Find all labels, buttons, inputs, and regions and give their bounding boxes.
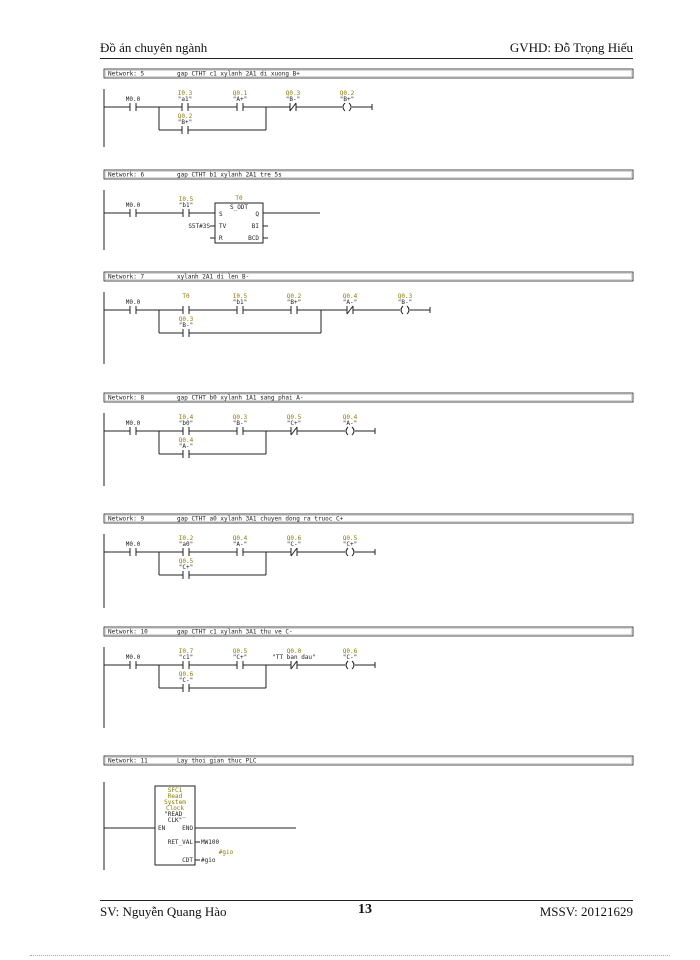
- operand-symbol: "B-": [285, 96, 301, 103]
- network-label: Network: 8: [108, 394, 145, 402]
- operand-address: Q0.3: [285, 90, 301, 97]
- operand-address: Q0.5: [178, 558, 194, 565]
- operand-address: Q0.2: [286, 293, 302, 300]
- operand-symbol: "a1": [177, 96, 193, 103]
- timer-pin-r: R: [219, 235, 223, 242]
- coil-left-arc: [346, 548, 348, 556]
- network-9: [104, 514, 633, 608]
- sfc-title-line: Read: [167, 793, 183, 800]
- sfc-cdt-operand: #gio: [201, 857, 216, 864]
- operand-address: M0.0: [125, 541, 141, 548]
- footer-student-id: MSSV: 20121629: [539, 904, 633, 919]
- contact-nc-slash: [347, 306, 353, 314]
- network-comment: gap CTHT b0 xylanh 1A1 sang phai A-: [177, 394, 304, 402]
- network-5: [104, 69, 633, 147]
- operand-address: Q0.4: [178, 437, 194, 444]
- network-label: Network: 6: [108, 171, 145, 179]
- page-footer: [100, 904, 633, 924]
- operand-address: Q0.5: [342, 535, 358, 542]
- coil-left-arc: [346, 661, 348, 669]
- operand-symbol: "C-": [178, 677, 194, 684]
- contact-nc-slash: [291, 661, 297, 669]
- network-comment: xylanh 2A1 di len B-: [177, 273, 250, 281]
- operand-symbol: "b1": [178, 202, 194, 209]
- network-comment: gap CTHT b1 xylanh 2A1 tre 5s: [177, 171, 282, 179]
- operand-symbol: "C+": [342, 541, 358, 548]
- operand-symbol: "C+": [178, 564, 194, 571]
- operand-address: Q0.2: [339, 90, 355, 97]
- operand-symbol: "c1": [178, 654, 194, 661]
- operand-symbol: "A-": [342, 420, 358, 427]
- operand-address: Q0.0: [286, 648, 302, 655]
- operand-address: Q0.6: [286, 535, 302, 542]
- network-label: Network: 9: [108, 515, 145, 523]
- sfc-title-line: System: [164, 799, 186, 806]
- network-label: Network: 7: [108, 273, 145, 281]
- operand-symbol: "B+": [339, 96, 355, 103]
- timer-pin-tv: TV: [219, 223, 227, 230]
- operand-address: M0.0: [125, 96, 141, 103]
- coil-left-arc: [346, 427, 348, 435]
- network-label: Network: 5: [108, 70, 145, 78]
- operand-symbol: "b0": [178, 420, 194, 427]
- header-right-text: GVHD: Đỗ Trọng Hiếu: [509, 40, 633, 55]
- operand-address: T0: [182, 293, 190, 300]
- operand-address: Q0.6: [342, 648, 358, 655]
- operand-symbol: "C+": [232, 654, 248, 661]
- network-comment: gap CTHT a0 xylanh 3A1 chuyen dong ra truoc C+: [177, 515, 344, 523]
- network-comment: gap CTHT c1 xylanh 3A1 thu ve C-: [177, 628, 293, 636]
- coil-right-arc: [352, 548, 354, 556]
- operand-symbol: "B+": [286, 299, 302, 306]
- footer-student: SV: Nguyễn Quang Hào: [100, 904, 227, 919]
- network-label: Network: 10: [108, 628, 148, 636]
- operand-address: M0.0: [125, 420, 141, 427]
- operand-address: Q0.3: [232, 414, 248, 421]
- operand-address: M0.0: [125, 202, 141, 209]
- operand-symbol: "B-": [397, 299, 413, 306]
- sfc-title-line: "READ_: [164, 811, 186, 818]
- operand-symbol: "B+": [177, 119, 193, 126]
- timer-pin-q: Q: [255, 211, 259, 218]
- network-6: [104, 170, 633, 250]
- sfc-pin-en: EN: [158, 825, 166, 832]
- sfc-title-line: CLK": [167, 817, 183, 824]
- sfc-pin-eno: ENO: [182, 825, 193, 832]
- operand-symbol: "b1": [232, 299, 248, 306]
- coil-right-arc: [352, 661, 354, 669]
- coil-left-arc: [401, 306, 403, 314]
- contact-nc-slash: [291, 427, 297, 435]
- network-comment: gap CTHT c1 xylanh 2A1 di xuong B+: [177, 70, 300, 78]
- network-10: [104, 627, 633, 728]
- operand-address: Q0.4: [342, 293, 358, 300]
- sfc-title-line: SFC1: [167, 787, 183, 794]
- sfc-retval-operand: MW100: [201, 839, 220, 846]
- contact-nc-slash: [291, 548, 297, 556]
- coil-right-arc: [349, 103, 351, 111]
- timer-pin-bi: BI: [251, 223, 259, 230]
- operand-symbol: "C-": [286, 541, 302, 548]
- timer-preset-value: S5T#3S: [188, 223, 210, 230]
- operand-symbol: "B-": [178, 322, 194, 329]
- operand-symbol: "A-": [178, 443, 194, 450]
- operand-symbol: "B-": [232, 420, 248, 427]
- operand-address: Q0.1: [232, 90, 248, 97]
- coil-right-arc: [352, 427, 354, 435]
- operand-address: Q0.6: [178, 671, 194, 678]
- timer-name: T0: [235, 195, 243, 202]
- operand-address: M0.0: [125, 299, 141, 306]
- coil-left-arc: [343, 103, 345, 111]
- network-label: Network: 11: [108, 757, 148, 765]
- network-comment: Lay thoi gian thuc PLC: [177, 757, 257, 765]
- sfc-pin-retval: RET_VAL: [167, 839, 193, 846]
- footer-rule: [100, 900, 633, 901]
- operand-address: Q0.4: [232, 535, 248, 542]
- page-number: 13: [358, 902, 372, 917]
- operand-address: I0.4: [178, 414, 194, 421]
- operand-symbol: "A-": [342, 299, 358, 306]
- operand-address: I0.5: [178, 196, 194, 203]
- operand-symbol: "A+": [232, 96, 248, 103]
- operand-address: Q0.5: [286, 414, 302, 421]
- operand-symbol: "A-": [232, 541, 248, 548]
- operand-address: Q0.4: [342, 414, 358, 421]
- operand-address: Q0.3: [397, 293, 413, 300]
- operand-address: Q0.5: [232, 648, 248, 655]
- sfc-pin-cdt: CDT: [182, 857, 193, 864]
- coil-right-arc: [407, 306, 409, 314]
- operand-address: I0.7: [178, 648, 194, 655]
- header-left-text: Đồ án chuyên ngành: [100, 40, 208, 55]
- network-7: [104, 272, 633, 364]
- operand-address: I0.5: [232, 293, 248, 300]
- operand-symbol: "C-": [342, 654, 358, 661]
- operand-address: Q0.3: [178, 316, 194, 323]
- operand-address: I0.2: [178, 535, 194, 542]
- network-11: [104, 756, 633, 870]
- network-8: [104, 393, 633, 486]
- operand-address: M0.0: [125, 654, 141, 661]
- timer-pin-bcd: BCD: [248, 235, 259, 242]
- timer-pin-s: S: [219, 211, 223, 218]
- sfc-title-line: Clock: [165, 805, 185, 812]
- timer-type: S_ODT: [229, 204, 249, 211]
- sfc-cdt-label: #gio: [218, 849, 234, 856]
- operand-symbol: "C+": [286, 420, 302, 427]
- operand-symbol: "TT ban dau": [272, 654, 316, 661]
- contact-nc-slash: [290, 103, 296, 111]
- operand-symbol: "a0": [178, 541, 194, 548]
- operand-address: Q0.2: [177, 113, 193, 120]
- page-bottom-dotted-rule: [30, 955, 670, 956]
- operand-address: I0.3: [177, 90, 193, 97]
